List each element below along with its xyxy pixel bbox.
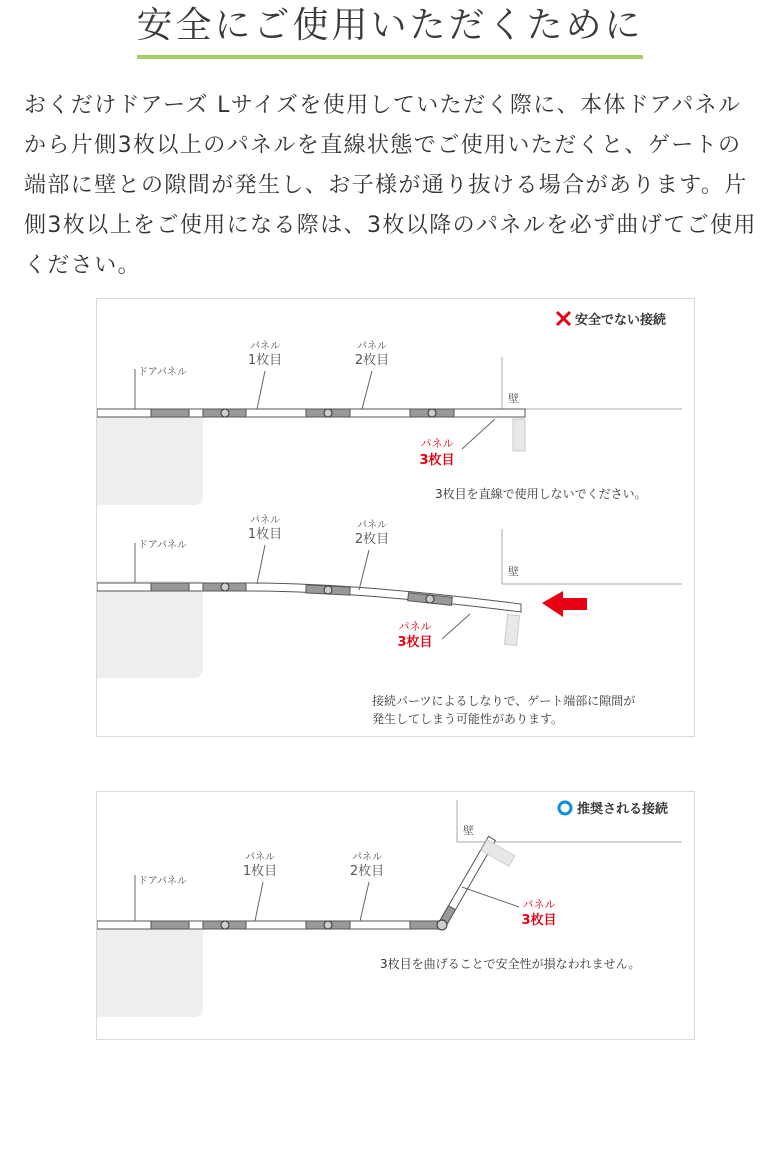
door-panel-label-middle: ドアパネル (138, 540, 187, 551)
safe-diagram (96, 791, 695, 1040)
connector (151, 583, 189, 591)
panel2-label: パネル (352, 852, 382, 863)
door-panel-label-safe: ドアパネル (138, 876, 187, 887)
hinge (221, 583, 229, 591)
hinge (426, 595, 434, 603)
door-panel-label-top: ドアパネル (138, 367, 187, 378)
hinge (324, 586, 332, 594)
leader-line (255, 882, 263, 921)
leader-line (362, 371, 372, 409)
panel3-label: パネル (398, 620, 432, 633)
arrow-left-icon (542, 591, 587, 617)
gate-foot-safe (481, 840, 515, 866)
panel3-count: 3枚目 (521, 913, 557, 928)
leader-line (462, 419, 495, 449)
panel2-label: パネル (357, 341, 387, 352)
panel3-label: パネル (420, 437, 454, 450)
panel3-count: 3枚目 (419, 453, 455, 468)
intro-paragraph: おくだけドアーズ Lサイズを使用していただく際に、本体ドアパネルから片側3枚以上のパネルを直線状態でご使用いただくと、ゲートの端部に壁との隙間が発生し、お子様が通り抜ける場合があります。片側3枚以上をご使用になる際は、3枚以降のパネルを必ず曲げてご使用ください。 (24, 93, 757, 278)
title-underline (137, 55, 643, 59)
panel1-label: パネル (250, 341, 280, 352)
door-area-top (97, 409, 203, 505)
wall-label-safe: 壁 (463, 824, 474, 837)
safe-diagram-svg (97, 792, 694, 1039)
hinge (324, 921, 332, 929)
gate-bar-safe (97, 921, 442, 929)
panel2-count: 2枚目 (349, 864, 385, 879)
unsafe-diagram-svg (97, 299, 694, 736)
leader-line (257, 371, 265, 409)
connector (151, 921, 189, 929)
safe-badge-text: 推奨される接続 (577, 802, 669, 817)
panel1-label: パネル (245, 852, 275, 863)
panel3-label: パネル (522, 898, 556, 911)
panel3-count: 3枚目 (397, 635, 433, 650)
hinge (221, 921, 229, 929)
door-area-middle (97, 581, 203, 678)
panel1-count: 1枚目 (247, 527, 283, 542)
page-title: 安全にご使用いただくために (136, 5, 644, 46)
panel1-label: パネル (250, 515, 280, 526)
gate-foot-middle (504, 614, 519, 645)
gate-foot-top (513, 419, 525, 451)
leader-line (442, 614, 470, 639)
connector (151, 409, 189, 417)
panel1-count: 1枚目 (247, 353, 283, 368)
note-bend-line2: 発生してしまう可能性があります。 (372, 712, 564, 726)
hinge (428, 409, 436, 417)
unsafe-diagram (96, 298, 695, 737)
wall-label-top: 壁 (508, 392, 519, 405)
door-area-safe (97, 921, 203, 1017)
note-bend-line1: 接続パーツによるしなりで、ゲート端部に隙間が (372, 694, 636, 708)
panel1-count: 1枚目 (242, 864, 278, 879)
note-straight: 3枚目を直線で使用しないでください。 (435, 487, 647, 501)
wall-label-middle: 壁 (508, 565, 519, 578)
note-safe: 3枚目を曲げることで安全性が損なわれません。 (380, 957, 641, 971)
hinge (221, 409, 229, 417)
panel2-label: パネル (357, 520, 387, 531)
leader-line (462, 887, 519, 907)
hinge (437, 920, 447, 930)
panel2-count: 2枚目 (354, 532, 390, 547)
leader-line (360, 882, 369, 921)
cross-icon (557, 312, 570, 325)
circle-icon (559, 802, 571, 814)
panel2-count: 2枚目 (354, 353, 390, 368)
leader-line (359, 550, 369, 590)
unsafe-badge-text: 安全でない接続 (575, 313, 667, 328)
hinge (324, 409, 332, 417)
leader-line (257, 545, 265, 584)
